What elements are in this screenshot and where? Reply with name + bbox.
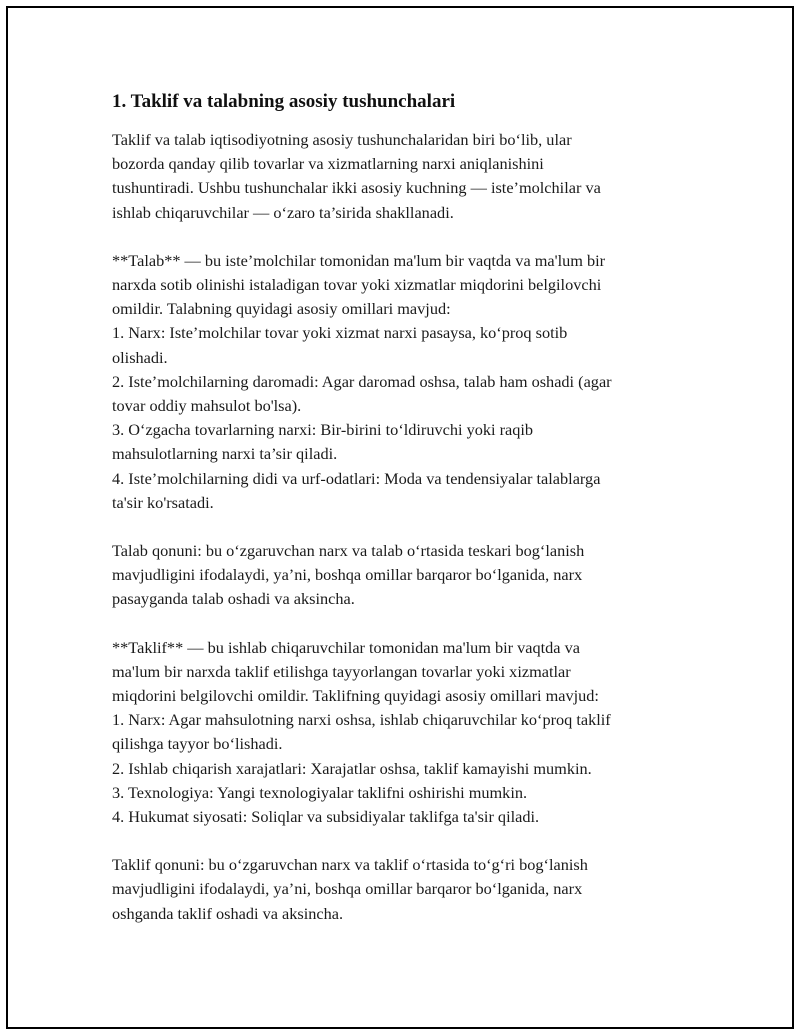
text-line: 1. Narx: Agar mahsulotning narxi oshsa, ishlab chiqaruvchilar ko‘proq taklif — [112, 710, 611, 730]
text-line: omildir. Talabning quyidagi asosiy omillari mavjud: — [112, 299, 451, 319]
paragraph-5 — [112, 853, 692, 926]
text-line: qilishga tayyor bo‘lishadi. — [112, 734, 283, 754]
text-line: 3. Texnologiya: Yangi texnologiyalar taklifni oshirishi mumkin. — [112, 782, 528, 802]
text-line: ishlab chiqaruvchilar — o‘zaro ta’sirida shakllanadi. — [112, 202, 454, 222]
document-body — [112, 89, 692, 950]
text-line: 3. O‘zgacha tovarlarning narxi: Bir-birini to‘ldiruvchi yoki raqib — [112, 420, 534, 440]
text-line: **Talab** — bu iste’molchilar tomonidan ma'lum bir vaqtda va ma'lum bir — [112, 250, 606, 270]
text-line: 4. Hukumat siyosati: Soliqlar va subsidiyalar taklifga ta'sir qiladi. — [112, 807, 540, 827]
text-line: Taklif va talab iqtisodiyotning asosiy tushunchalaridan biri bo‘lib, ular — [112, 130, 572, 149]
paragraph-4 — [112, 636, 692, 830]
text-line: ma'lum bir narxda taklif etilishga tayyorlangan tovarlar yoki xizmatlar — [112, 661, 571, 681]
document-title: 1. Taklif va talabning asosiy tushunchalari — [112, 91, 456, 112]
text-line: Taklif qonuni: bu o‘zgaruvchan narx va taklif o‘rtasida to‘g‘ri bog‘lanish — [112, 855, 588, 875]
text-line: bozorda qanday qilib tovarlar va xizmatlarning narxi aniqlanishini — [112, 154, 544, 174]
text-line: Talab qonuni: bu o‘zgaruvchan narx va talab o‘rtasida teskari bog‘lanish — [112, 541, 585, 561]
text-line: olishadi. — [112, 347, 168, 367]
text-line: **Taklif** — bu ishlab chiqaruvchilar tomonidan ma'lum bir vaqtda va — [112, 637, 580, 657]
text-line: mavjudligini ifodalaydi, ya’ni, boshqa omillar barqaror bo‘lganida, narx — [112, 879, 583, 899]
text-line: mavjudligini ifodalaydi, ya’ni, boshqa omillar barqaror bo‘lganida, narx — [112, 565, 583, 585]
text-line: ta'sir ko'rsatadi. — [112, 492, 214, 512]
text-line: tushuntiradi. Ushbu tushunchalar ikki asosiy kuchning — iste’molchilar va — [112, 178, 601, 198]
text-line: pasayganda talab oshadi va aksincha. — [112, 589, 355, 609]
text-line: mahsulotlarning narxi ta’sir qiladi. — [112, 444, 338, 464]
text-line: miqdorini belgilovchi omildir. Taklifning quyidagi asosiy omillari mavjud: — [112, 686, 599, 706]
text-line: oshganda taklif oshadi va aksincha. — [112, 903, 344, 923]
paragraph-1 — [112, 128, 692, 225]
text-line: 1. Narx: Iste’molchilar tovar yoki xizmat narxi pasaysa, ko‘proq sotib — [112, 323, 568, 343]
paragraph-2 — [112, 249, 692, 515]
text-line: 2. Iste’molchilarning daromadi: Agar daromad oshsa, talab ham oshadi (agar — [112, 371, 612, 391]
text-line: 2. Ishlab chiqarish xarajatlari: Xarajatlar oshsa, taklif kamayishi mumkin. — [112, 758, 592, 778]
document-paragraphs — [112, 128, 692, 926]
paragraph-3 — [112, 539, 692, 612]
text-line: tovar oddiy mahsulot bo'lsa). — [112, 396, 302, 416]
text-line: 4. Iste’molchilarning didi va urf-odatlari: Moda va tendensiyalar talablarga — [112, 468, 601, 488]
text-line: narxda sotib olinishi istaladigan tovar yoki xizmatlar miqdorini belgilovchi — [112, 275, 602, 295]
